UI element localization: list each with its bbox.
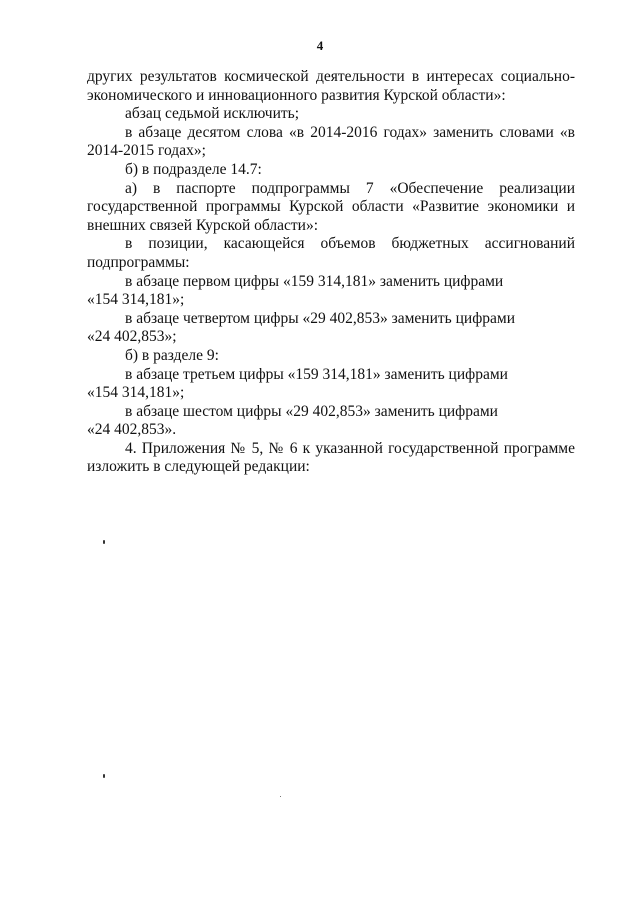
- paragraph-11: б) в разделе 9:: [125, 346, 219, 364]
- paragraph-1: других результатов космической деятельности в интересах социально-экономического и инновационного развития Курской области»:: [87, 68, 575, 104]
- paragraph-15: «24 402,853».: [87, 421, 177, 439]
- scan-dot: [280, 796, 281, 797]
- paragraph-16: 4. Приложения № 5, № 6 к указанной государственной программе изложить в следующей редакции:: [87, 439, 575, 476]
- paragraph-8: «154 314,181»;: [87, 291, 185, 309]
- paragraph-6: в позиции, касающейся объемов бюджетных ассигнований подпрограммы:: [87, 235, 575, 271]
- scan-mark-2: [103, 774, 105, 778]
- paragraph-5: а) в паспорте подпрограммы 7 «Обеспечение реализации государственной программы Курской области «Развитие экономики и внешних связей Курской области»:: [87, 179, 575, 234]
- paragraph-4: б) в подразделе 14.7:: [125, 160, 262, 178]
- page-number: 4: [316, 38, 324, 53]
- scan-mark-1: [103, 540, 105, 544]
- paragraph-3: в абзаце десятом слова «в 2014-2016 годах» заменить словами «в 2014-2015 годах»;: [87, 123, 575, 160]
- paragraph-13: «154 314,181»;: [87, 384, 185, 402]
- paragraph-9: в абзаце четвертом цифры «29 402,853» заменить цифрами: [125, 309, 515, 327]
- paragraph-14: в абзаце шестом цифры «29 402,853» заменить цифрами: [125, 402, 498, 420]
- paragraph-2: абзац седьмой исключить;: [125, 105, 300, 123]
- paragraph-10: «24 402,853»;: [87, 328, 177, 346]
- document-body: [87, 68, 575, 477]
- paragraph-7: в абзаце первом цифры «159 314,181» заменить цифрами: [125, 272, 504, 290]
- paragraph-12: в абзаце третьем цифры «159 314,181» заменить цифрами: [125, 365, 508, 383]
